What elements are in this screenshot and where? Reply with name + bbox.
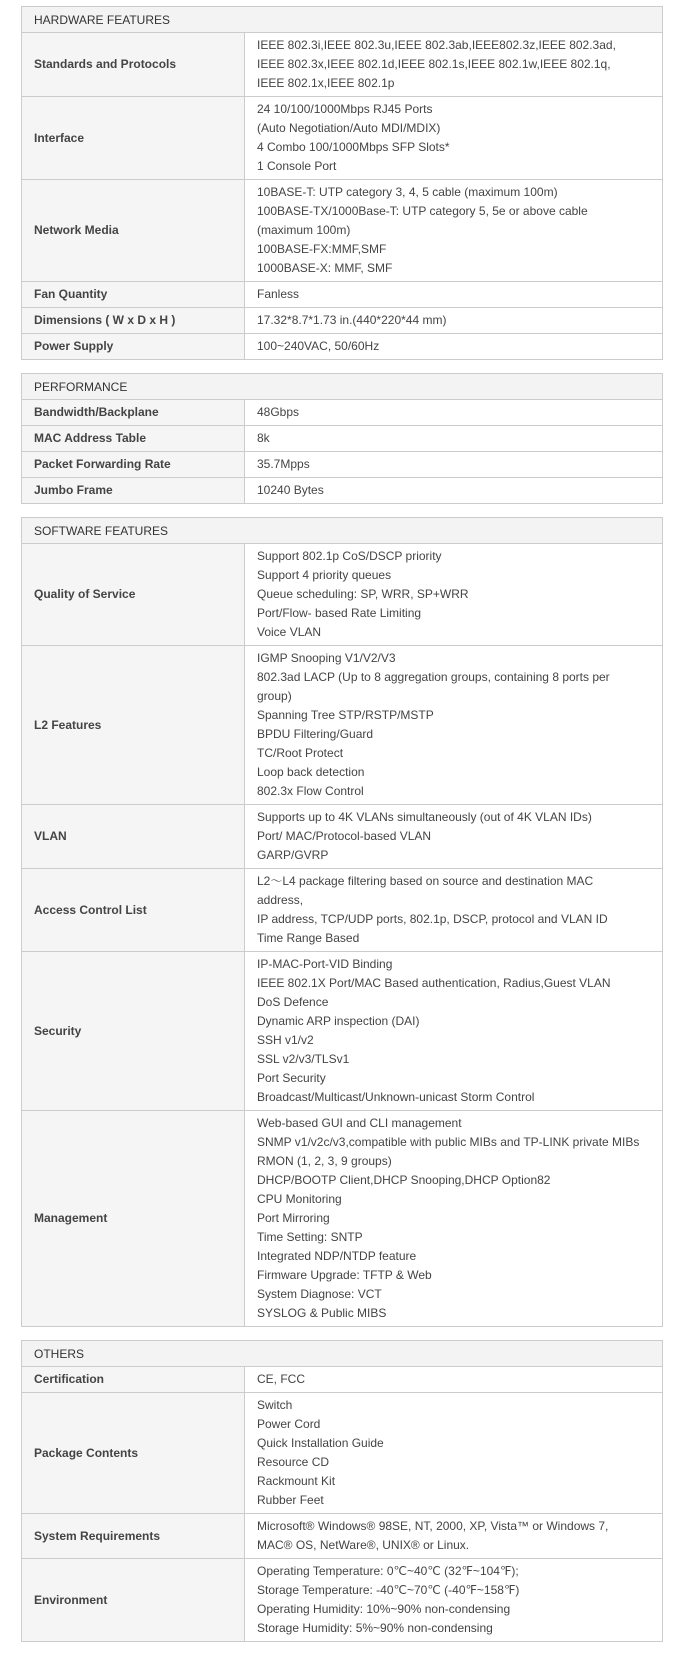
spec-value-line: Web-based GUI and CLI management xyxy=(257,1116,462,1130)
spec-value xyxy=(245,1111,663,1327)
spec-value-line: (maximum 100m) xyxy=(257,223,351,237)
spec-value xyxy=(245,805,663,869)
spec-value xyxy=(245,646,663,805)
spec-value-line: 10BASE-T: UTP category 3, 4, 5 cable (maximum 100m) xyxy=(257,185,558,199)
spec-value-line: Fanless xyxy=(257,287,300,301)
spec-value-line: System Diagnose: VCT xyxy=(257,1287,382,1301)
spec-label: Packet Forwarding Rate xyxy=(22,452,245,478)
spec-value-line: 17.32*8.7*1.73 in.(440*220*44 mm) xyxy=(257,313,447,327)
spec-value-line: 1 Console Port xyxy=(257,159,337,173)
spec-value-line: Storage Humidity: 5%~90% non-condensing xyxy=(257,1621,493,1635)
spec-table-others xyxy=(21,1340,663,1642)
spec-value-line: IEEE 802.3i,IEEE 802.3u,IEEE 802.3ab,IEEE802.3z,IEEE 802.3ad, xyxy=(257,38,616,52)
spec-value-line: Broadcast/Multicast/Unknown-unicast Storm Control xyxy=(257,1090,535,1104)
spec-label: Standards and Protocols xyxy=(22,33,245,97)
table-row xyxy=(22,1367,663,1393)
spec-value-line: Firmware Upgrade: TFTP & Web xyxy=(257,1268,432,1282)
spec-value-line: IGMP Snooping V1/V2/V3 xyxy=(257,651,396,665)
spec-value-line: 1000BASE-X: MMF, SMF xyxy=(257,261,393,275)
spec-value xyxy=(245,1514,663,1559)
spec-value-line: address, xyxy=(257,893,304,907)
spec-value-line: 100~240VAC, 50/60Hz xyxy=(257,339,380,353)
spec-label: Bandwidth/Backplane xyxy=(22,400,245,426)
spec-value xyxy=(245,952,663,1111)
spec-value-line: SSH v1/v2 xyxy=(257,1033,314,1047)
spec-value xyxy=(245,282,663,308)
spec-value-line: Integrated NDP/NTDP feature xyxy=(257,1249,417,1263)
spec-value-line: 802.3ad LACP (Up to 8 aggregation groups, containing 8 ports per xyxy=(257,670,610,684)
spec-label: L2 Features xyxy=(22,646,245,805)
spec-value-line: 48Gbps xyxy=(257,405,300,419)
spec-value-line: Storage Temperature: -40℃~70℃ (-40℉~158℉) xyxy=(257,1583,520,1597)
spec-table-performance xyxy=(21,373,663,504)
spec-value-line: Quick Installation Guide xyxy=(257,1436,384,1450)
spec-value-line: Port/ MAC/Protocol-based VLAN xyxy=(257,829,432,843)
spec-value-line: 802.3x Flow Control xyxy=(257,784,364,798)
spec-value-line: 8k xyxy=(257,431,270,445)
spec-value-line: L2～L4 package filtering based on source and destination MAC xyxy=(257,874,594,888)
spec-label: Access Control List xyxy=(22,869,245,952)
spec-label: Package Contents xyxy=(22,1393,245,1514)
spec-value-line: IEEE 802.3x,IEEE 802.1d,IEEE 802.1s,IEEE 802.1w,IEEE 802.1q, xyxy=(257,57,611,71)
spec-label: Management xyxy=(22,1111,245,1327)
table-row xyxy=(22,1111,663,1327)
spec-value-line: Port/Flow- based Rate Limiting xyxy=(257,606,422,620)
table-row xyxy=(22,1514,663,1559)
spec-value-line: RMON (1, 2, 3, 9 groups) xyxy=(257,1154,392,1168)
spec-value-line: Operating Temperature: 0℃~40℃ (32℉~104℉); xyxy=(257,1564,519,1578)
spec-value-line: DHCP/BOOTP Client,DHCP Snooping,DHCP Option82 xyxy=(257,1173,551,1187)
table-row xyxy=(22,308,663,334)
spec-label: Dimensions ( W x D x H ) xyxy=(22,308,245,334)
table-row xyxy=(22,282,663,308)
table-row xyxy=(22,869,663,952)
table-row xyxy=(22,400,663,426)
spec-value xyxy=(245,97,663,180)
spec-value xyxy=(245,478,663,504)
spec-value-line: Microsoft® Windows® 98SE, NT, 2000, XP, Vista™ or Windows 7, xyxy=(257,1519,609,1533)
spec-label: System Requirements xyxy=(22,1514,245,1559)
spec-value-line: 100BASE-TX/1000Base-T: UTP category 5, 5e or above cable xyxy=(257,204,588,218)
table-row xyxy=(22,1559,663,1642)
spec-value-line: 35.7Mpps xyxy=(257,457,310,471)
spec-value xyxy=(245,1367,663,1393)
spec-value-line: Loop back detection xyxy=(257,765,365,779)
spec-value-line: Rubber Feet xyxy=(257,1493,324,1507)
table-row xyxy=(22,478,663,504)
section-header: SOFTWARE FEATURES xyxy=(22,518,663,544)
spec-value-line: Time Range Based xyxy=(257,931,360,945)
spec-value-line: Rackmount Kit xyxy=(257,1474,336,1488)
table-row xyxy=(22,334,663,360)
spec-value xyxy=(245,180,663,282)
spec-label: VLAN xyxy=(22,805,245,869)
spec-value xyxy=(245,308,663,334)
spec-label: MAC Address Table xyxy=(22,426,245,452)
table-row xyxy=(22,646,663,805)
table-row xyxy=(22,544,663,646)
spec-value xyxy=(245,400,663,426)
spec-value-line: BPDU Filtering/Guard xyxy=(257,727,374,741)
table-row xyxy=(22,33,663,97)
spec-value-line: GARP/GVRP xyxy=(257,848,329,862)
spec-value-line: IEEE 802.1X Port/MAC Based authentication, Radius,Guest VLAN xyxy=(257,976,611,990)
spec-value-line: 10240 Bytes xyxy=(257,483,324,497)
spec-value-line: 24 10/100/1000Mbps RJ45 Ports xyxy=(257,102,433,116)
spec-label: Power Supply xyxy=(22,334,245,360)
spec-label: Quality of Service xyxy=(22,544,245,646)
table-row xyxy=(22,805,663,869)
spec-value xyxy=(245,33,663,97)
spec-value-line: group) xyxy=(257,689,292,703)
spec-value-line: CPU Monitoring xyxy=(257,1192,342,1206)
table-row xyxy=(22,180,663,282)
spec-label: Security xyxy=(22,952,245,1111)
spec-value-line: SSL v2/v3/TLSv1 xyxy=(257,1052,350,1066)
table-row xyxy=(22,952,663,1111)
spec-value-line: IP-MAC-Port-VID Binding xyxy=(257,957,393,971)
spec-value xyxy=(245,544,663,646)
spec-value-line: Supports up to 4K VLANs simultaneously (out of 4K VLAN IDs) xyxy=(257,810,592,824)
spec-value-line: Resource CD xyxy=(257,1455,330,1469)
section-header: PERFORMANCE xyxy=(22,374,663,400)
spec-value-line: Time Setting: SNTP xyxy=(257,1230,363,1244)
spec-value-line: 100BASE-FX:MMF,SMF xyxy=(257,242,387,256)
spec-value-line: CE, FCC xyxy=(257,1372,305,1386)
spec-value-line: IEEE 802.1x,IEEE 802.1p xyxy=(257,76,395,90)
spec-value-line: IP address, TCP/UDP ports, 802.1p, DSCP, protocol and VLAN ID xyxy=(257,912,608,926)
spec-value-line: Switch xyxy=(257,1398,293,1412)
section-header: HARDWARE FEATURES xyxy=(22,7,663,33)
spec-value xyxy=(245,334,663,360)
table-row xyxy=(22,97,663,180)
spec-value-line: Port Mirroring xyxy=(257,1211,330,1225)
spec-value-line: Queue scheduling: SP, WRR, SP+WRR xyxy=(257,587,469,601)
spec-value-line: DoS Defence xyxy=(257,995,329,1009)
spec-value-line: MAC® OS, NetWare®, UNIX® or Linux. xyxy=(257,1538,470,1552)
spec-label: Certification xyxy=(22,1367,245,1393)
spec-label: Environment xyxy=(22,1559,245,1642)
spec-value-line: TC/Root Protect xyxy=(257,746,344,760)
table-row xyxy=(22,426,663,452)
spec-value-line: Dynamic ARP inspection (DAI) xyxy=(257,1014,420,1028)
spec-label: Interface xyxy=(22,97,245,180)
spec-value xyxy=(245,1559,663,1642)
spec-label: Network Media xyxy=(22,180,245,282)
section-header: OTHERS xyxy=(22,1341,663,1367)
spec-value xyxy=(245,1393,663,1514)
spec-value xyxy=(245,452,663,478)
spec-value-line: Voice VLAN xyxy=(257,625,322,639)
spec-value xyxy=(245,426,663,452)
table-row xyxy=(22,1393,663,1514)
spec-value-line: Support 4 priority queues xyxy=(257,568,392,582)
table-row xyxy=(22,452,663,478)
spec-label: Jumbo Frame xyxy=(22,478,245,504)
spec-value-line: (Auto Negotiation/Auto MDI/MDIX) xyxy=(257,121,441,135)
spec-value-line: Spanning Tree STP/RSTP/MSTP xyxy=(257,708,434,722)
spec-value-line: 4 Combo 100/1000Mbps SFP Slots* xyxy=(257,140,450,154)
spec-value-line: Port Security xyxy=(257,1071,326,1085)
spec-value-line: SNMP v1/v2c/v3,compatible with public MIBs and TP-LINK private MIBs xyxy=(257,1135,640,1149)
spec-table-software-features xyxy=(21,517,663,1327)
spec-value xyxy=(245,869,663,952)
spec-label: Fan Quantity xyxy=(22,282,245,308)
spec-value-line: Support 802.1p CoS/DSCP priority xyxy=(257,549,442,563)
spec-value-line: SYSLOG & Public MIBS xyxy=(257,1306,387,1320)
spec-value-line: Operating Humidity: 10%~90% non-condensing xyxy=(257,1602,511,1616)
spec-value-line: Power Cord xyxy=(257,1417,321,1431)
spec-table-hardware-features xyxy=(21,6,663,360)
